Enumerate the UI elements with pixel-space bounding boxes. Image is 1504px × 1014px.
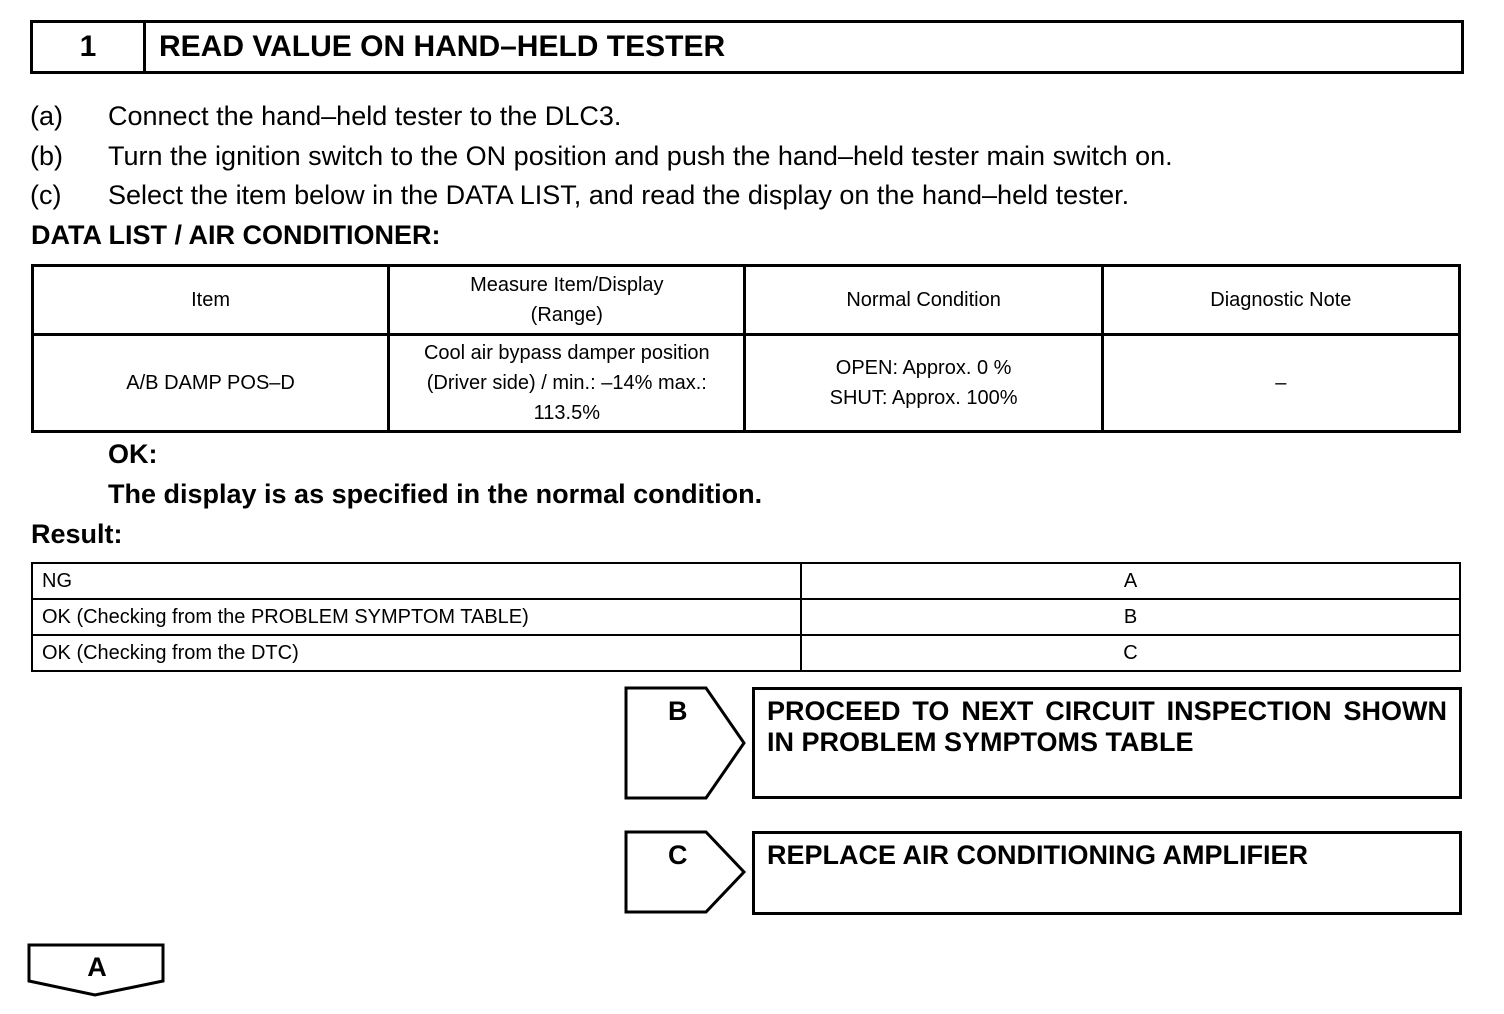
instruction-text: Connect the hand–held tester to the DLC3.	[108, 101, 622, 131]
instruction-label: (a)	[30, 101, 63, 131]
header-item: Item	[33, 266, 389, 335]
normal-line: OPEN: Approx. 0 %	[835, 357, 1012, 379]
cell-measure	[389, 335, 745, 432]
branch-b-action: PROCEED TO NEXT CIRCUIT INSPECTION SHOWN IN PROBLEM SYMPTOMS TABLE	[767, 696, 1447, 757]
branch-c-code: C	[668, 840, 688, 870]
step-title: READ VALUE ON HAND–HELD TESTER	[159, 30, 726, 63]
normal-line: SHUT: Approx. 100%	[829, 387, 1018, 409]
instruction-text: Turn the ignition switch to the ON position and push the hand–held tester main switch on.	[108, 141, 1173, 171]
branch-c-action: REPLACE AIR CONDITIONING AMPLIFIER	[767, 840, 1309, 870]
result-condition: OK (Checking from the DTC)	[32, 635, 801, 671]
table-row	[32, 599, 1460, 635]
cell-item: A/B DAMP POS–D	[33, 335, 389, 432]
branch-c-action-box	[752, 831, 1462, 915]
header-measure	[389, 266, 745, 335]
instruction-c	[30, 177, 1129, 213]
instruction-a	[30, 98, 621, 134]
instruction-text: Select the item below in the DATA LIST, and read the display on the hand–held tester.	[108, 180, 1130, 210]
measure-line: 113.5%	[533, 402, 600, 424]
result-code: B	[801, 599, 1460, 635]
ok-label: OK:	[108, 439, 158, 469]
table-header-row	[33, 266, 1460, 335]
measure-line: Cool air bypass damper position	[423, 342, 710, 364]
header-normal: Normal Condition	[745, 266, 1102, 335]
header-measure-range: (Range)	[530, 304, 603, 326]
table-row	[32, 563, 1460, 599]
step-header	[30, 20, 1464, 74]
instruction-b	[30, 138, 1173, 174]
instruction-label: (b)	[30, 141, 63, 171]
result-table	[31, 562, 1461, 672]
header-measure-line: Measure Item/Display	[470, 274, 664, 296]
cell-normal	[745, 335, 1102, 432]
result-condition: NG	[32, 563, 801, 599]
data-list-heading: DATA LIST / AIR CONDITIONER:	[31, 220, 441, 250]
result-code: A	[801, 563, 1460, 599]
instruction-label: (c)	[30, 180, 62, 210]
step-number: 1	[33, 23, 146, 71]
measure-line: (Driver side) / min.: –14% max.:	[426, 372, 707, 394]
result-heading: Result:	[31, 519, 123, 549]
result-condition: OK (Checking from the PROBLEM SYMPTOM TABLE)	[32, 599, 801, 635]
result-code: C	[801, 635, 1460, 671]
branch-b-action-box	[752, 687, 1462, 799]
cell-note: –	[1102, 335, 1459, 432]
table-row	[33, 335, 1460, 432]
header-note: Diagnostic Note	[1102, 266, 1459, 335]
data-list-table	[31, 264, 1461, 433]
next-a-code: A	[87, 952, 107, 982]
ok-text: The display is as specified in the normal condition.	[108, 479, 763, 509]
branch-b-code: B	[668, 696, 688, 726]
table-row	[32, 635, 1460, 671]
